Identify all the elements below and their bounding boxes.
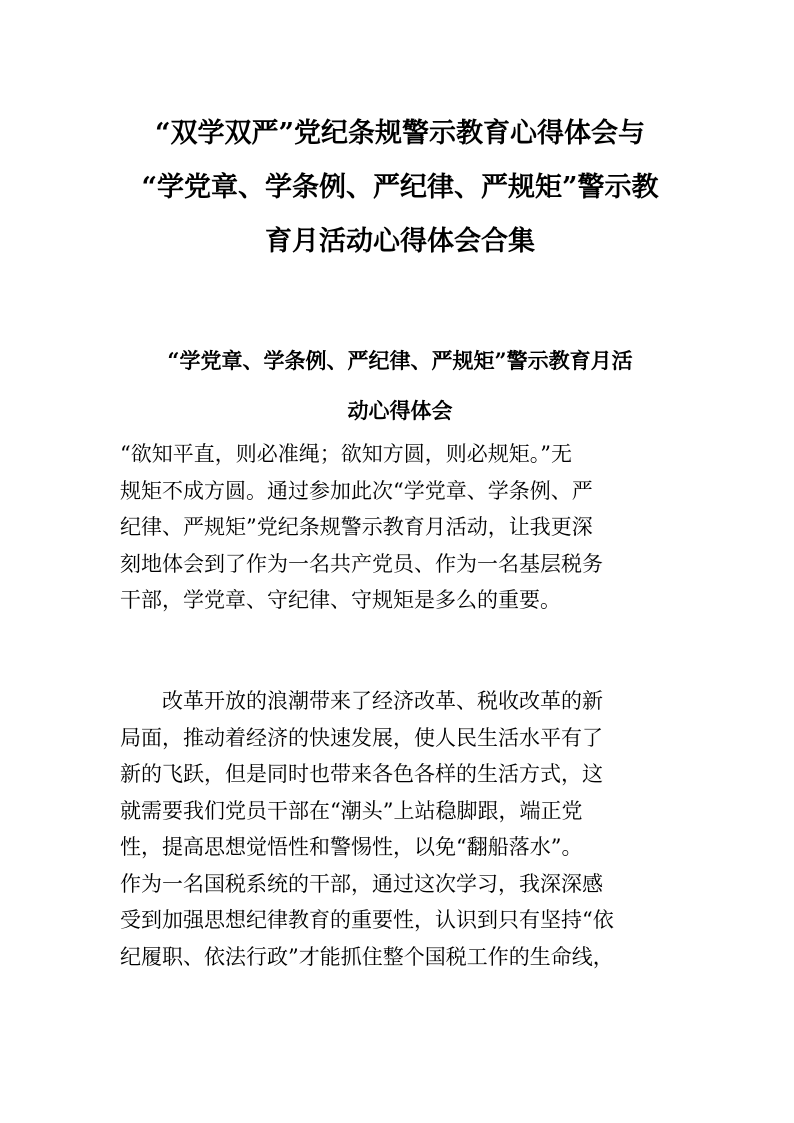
paragraph-line: 干部，学党章、守纪律、守规矩是多么的重要。 <box>120 588 561 612</box>
document-title-line: “双学双严”党纪条规警示教育心得体会与 <box>154 118 646 149</box>
paragraph-line: 局面，推动着经济的快速发展，使人民生活水平有了 <box>120 725 603 750</box>
document-title <box>120 107 680 269</box>
section-title-line: “学党章、学条例、严纪律、严规矩”警示教育月活 <box>167 348 633 373</box>
paragraph-line: 纪律、严规矩”党纪条规警示教育月活动，让我更深 <box>120 515 593 539</box>
body-paragraph-1 <box>120 436 680 619</box>
paragraph-line: 纪履职、依法行政”才能抓住整个国税工作的生命线， <box>120 944 614 969</box>
paragraph-line: 就需要我们党员干部在“潮头”上站稳脚跟，端正党 <box>120 798 583 823</box>
document-title-line: “学党章、学条例、严纪律、严规矩”警示教 <box>141 172 659 203</box>
document-title-line: 育月活动心得体会合集 <box>265 226 535 257</box>
paragraph-line: 刻地体会到了作为一名共产党员、作为一名基层税务 <box>120 551 603 576</box>
paragraph-line: 作为一名国税系统的干部，通过这次学习，我深深感 <box>120 871 603 896</box>
paragraph-line: 新的飞跃，但是同时也带来各色各样的生活方式，这 <box>120 762 603 786</box>
paragraph-line: 改革开放的浪潮带来了经济改革、税收改革的新 <box>162 689 603 713</box>
paragraph-line: “欲知平直，则必准绳；欲知方圆，则必规矩。”无 <box>120 442 572 466</box>
paragraph-line: 规矩不成方圆。通过参加此次“学党章、学条例、严 <box>120 478 593 503</box>
section-title <box>120 336 680 436</box>
paragraph-line: 受到加强思想纪律教育的重要性，认识到只有坚持“依 <box>120 908 614 932</box>
section-title-line: 动心得体会 <box>347 398 453 423</box>
body-paragraph-2 <box>120 683 680 975</box>
paragraph-line: 性，提高思想觉悟性和警惕性，以免“翻船落水”。 <box>120 835 583 859</box>
